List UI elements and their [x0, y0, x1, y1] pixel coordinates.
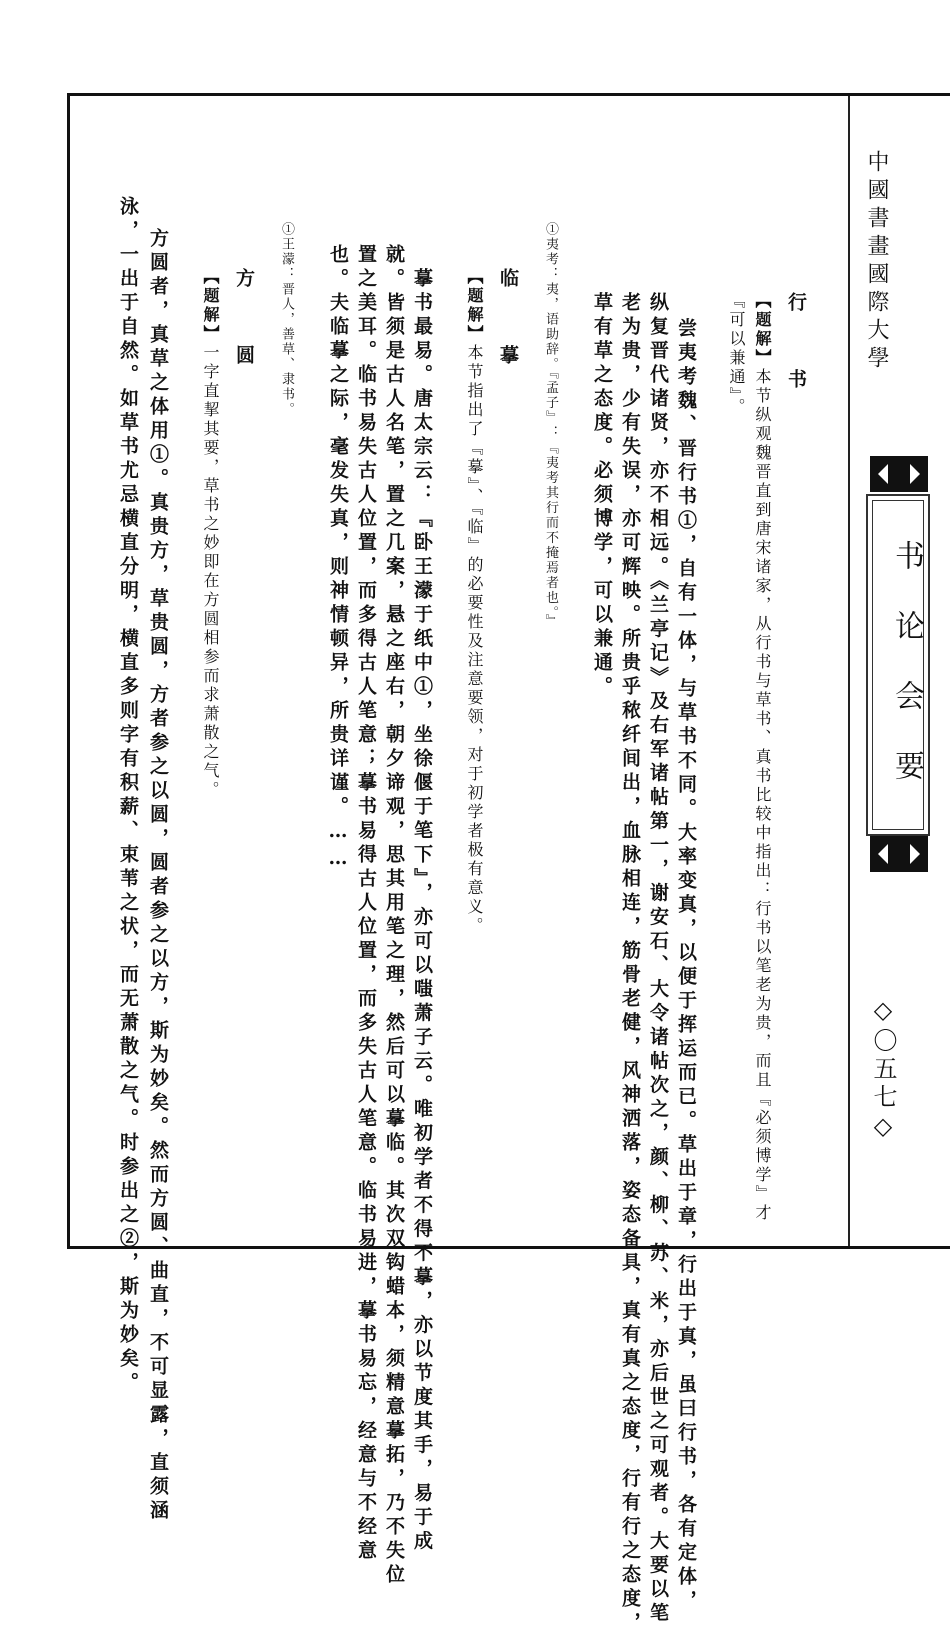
page-frame [67, 93, 950, 1249]
explanation-line [202, 268, 218, 800]
section-heading-fangyuan: 方 圆 [233, 268, 255, 382]
page-number: ◇〇五七◇ [869, 996, 897, 1144]
book-title: 书论会要 [889, 540, 924, 820]
body-line: 置之美耳。临书易失古人位置，而多得古人笔意；摹书易得古人位置，而多失古人笔意。临书易进，摹书易忘，经意与不经意 [355, 244, 377, 1564]
footnote: ①王濛：晋人，善草、隶书。 [279, 222, 294, 417]
explanation-line [754, 292, 770, 1223]
body-line: 泳，一出于自然。如草书尤忌横直分明，横直多则字有积薪、束苇之状，而无萧散之气。时参出之②，斯为妙矣。 [117, 196, 139, 1396]
running-header: 中國書畫國際大學 [864, 150, 889, 374]
body-line: 也。夫临摹之际，毫发失真，则神情顿异，所贵详谨。…… [327, 244, 349, 874]
body-line: 方圆者，真草之体用①。真贵方，草贵圆，方者参之以圆，圆者参之以方，斯为妙矣。然而方圆、曲直，不可显露，直须涵 [147, 228, 169, 1524]
explanation-tag: 【题解】 [201, 268, 220, 344]
footnote: ①夷考：夷，语助辞。『孟子』：『夷考其行而不掩焉者也。』 [543, 222, 558, 629]
explanation-tag: 【题解】 [465, 268, 484, 344]
section-heading-linmo: 临 摹 [497, 268, 519, 382]
body-line: 老为贵，少有失误，亦可辉映。所贵乎秾纤间出，血脉相连，筋骨老健，风神洒落，姿态备具，真有真之态度，行有行之态度， [619, 292, 641, 1636]
explanation-text: 一字直挈其要，草书之妙即在方圆相参而求萧散之气。 [201, 344, 220, 800]
explanation-line [466, 268, 482, 936]
body-line: 纵复晋代诸贤，亦不相远。《兰亭记》及右军诸帖第一，谢安石、大令诸帖次之，颜、柳、苏、米，亦后世之可观者。大要以笔 [647, 292, 669, 1627]
section-heading-xingshu: 行 书 [785, 292, 807, 406]
body-line: 尝夷考魏、晋行书①，自有一体，与草书不同。大率变真，以便于挥运而已。草出于章，行出于真，虽曰行书，各有定体， [675, 318, 697, 1614]
explanation-tag: 【题解】 [753, 292, 772, 368]
margin-rule [848, 96, 850, 1246]
body-line: 摹书最易。唐太宗云：『卧王濛于纸中①，坐徐偃于笔下』，亦可以嗤萧子云。唯初学者不得不摹，亦以节度其手，易于成 [411, 268, 433, 1555]
ornament-band-top [870, 456, 928, 492]
explanation-text: 本节指出了『摹』、『临』的必要性及注意要领，对于初学者极有意义。 [465, 344, 484, 936]
ornament-band-bottom [870, 836, 928, 872]
body-line: 就。皆须是古人名笔，置之几案，悬之座右，朝夕谛观，思其用笔之理，然后可以摹临。其次双钩蜡本，须精意摹拓，乃不失位 [383, 244, 405, 1588]
explanation-text: 本节纵观魏晋直到唐宋诸家，从行书与草书、真书比较中指出：行书以笔老为贵，而且『必须博学』才 [753, 368, 772, 1223]
explanation-line: 『可以兼通』。 [727, 292, 746, 417]
body-line: 草有草之态度。必须博学，可以兼通。 [591, 292, 613, 700]
